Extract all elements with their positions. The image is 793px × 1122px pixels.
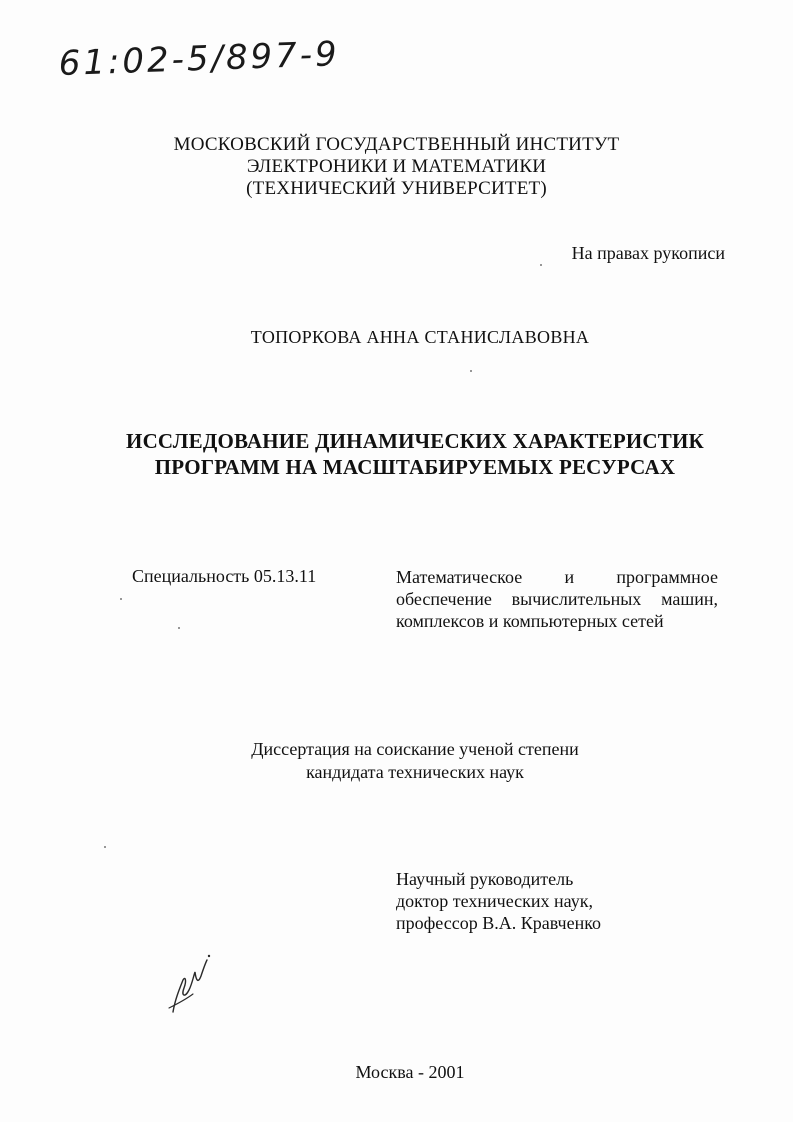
title-line: ПРОГРАММ НА МАСШТАБИРУЕМЫХ РЕСУРСАХ [154, 455, 676, 479]
signature-mark [165, 950, 215, 1020]
specialty-label: Специальность 05.13.11 [132, 566, 317, 586]
supervisor-line: профессор В.А. Кравченко [396, 913, 602, 933]
specialty-description [396, 566, 718, 632]
supervisor-line: доктор технических наук, [396, 891, 593, 911]
archive-code: 61:02-5/897-9 [58, 34, 341, 84]
dissertation-title [0, 428, 793, 480]
manuscript-note: На правах рукописи [571, 243, 725, 263]
degree-line: Диссертация на соискание ученой степени [251, 739, 579, 759]
institute-line: (ТЕХНИЧЕСКИЙ УНИВЕРСИТЕТ) [246, 178, 547, 199]
scan-speck [540, 264, 542, 266]
supervisor-line: Научный руководитель [396, 869, 574, 889]
specialty-description-line: комплексов и компьютерных сетей [396, 611, 664, 631]
scan-speck [470, 370, 472, 372]
supervisor-block [396, 868, 601, 934]
scan-speck [104, 846, 106, 848]
scan-speck [178, 627, 180, 629]
institute-line: ЭЛЕКТРОНИКИ И МАТЕМАТИКИ [246, 156, 547, 177]
specialty-description-line: Математическое и программное [396, 567, 718, 587]
city-year: Москва - 2001 [355, 1062, 465, 1082]
degree-line: кандидата технических наук [306, 762, 524, 782]
institute-header [0, 134, 793, 200]
title-line: ИССЛЕДОВАНИЕ ДИНАМИЧЕСКИХ ХАРАКТЕРИСТИК [126, 429, 704, 453]
scan-speck [120, 598, 122, 600]
institute-line: МОСКОВСКИЙ ГОСУДАРСТВЕННЫЙ ИНСТИТУТ [173, 134, 620, 155]
author-name: ТОПОРКОВА АННА СТАНИСЛАВОВНА [250, 327, 590, 347]
degree-statement [0, 738, 793, 784]
specialty-description-line: обеспечение вычислительных машин, [396, 589, 718, 609]
